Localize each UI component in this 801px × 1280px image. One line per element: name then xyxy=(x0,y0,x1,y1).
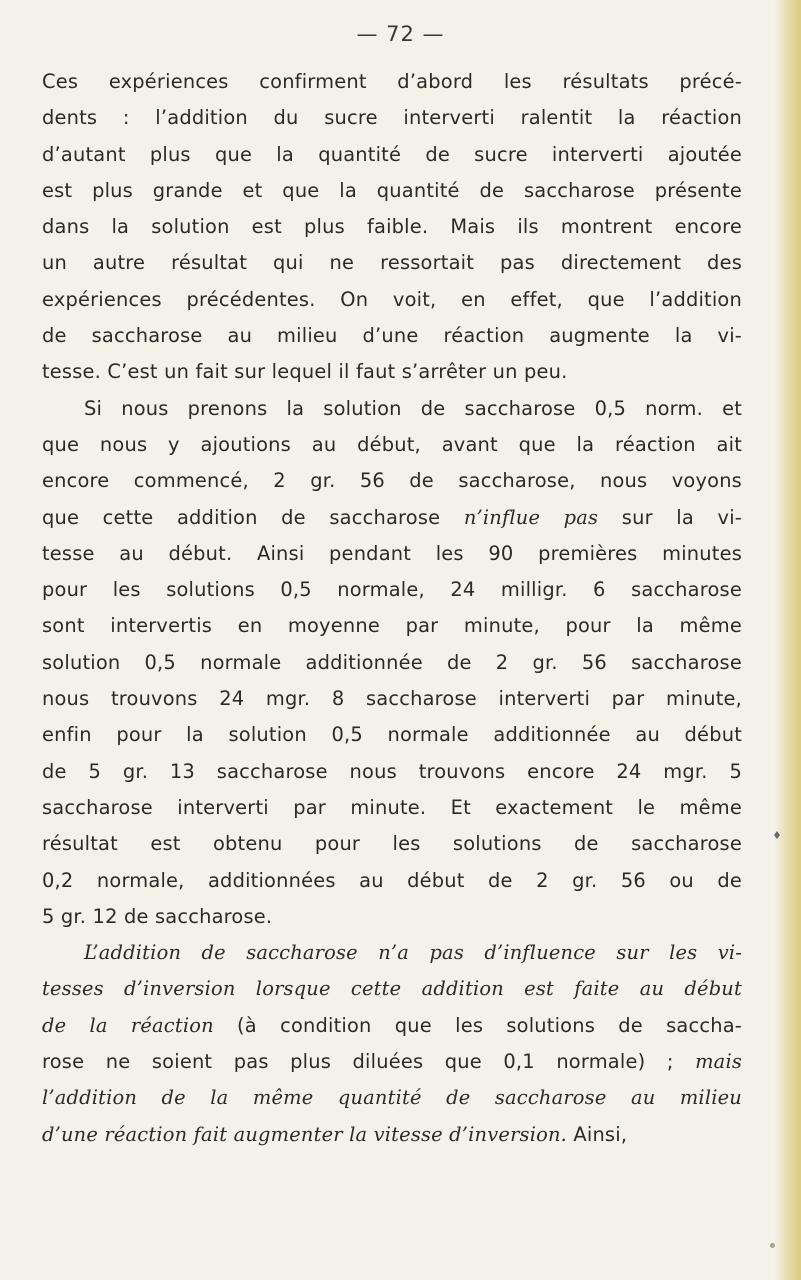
margin-dot xyxy=(770,1243,775,1248)
text-line: saccharose interverti par minute. Et exactement le même xyxy=(42,795,742,819)
text-line: encore commencé, 2 gr. 56 de saccharose, nous voyons xyxy=(42,469,742,493)
text-line: expériences précédentes. On voit, en effet, que l’addition xyxy=(42,287,742,311)
text-line: résultat est obtenu pour les solutions de saccharose xyxy=(42,832,742,856)
text-line: de 5 gr. 13 saccharose nous trouvons encore 24 mgr. 5 xyxy=(42,759,742,783)
roman-text: rose ne soient pas plus diluées que 0,1 normale) ; xyxy=(42,1050,696,1074)
body-text xyxy=(42,64,742,1153)
italic-emphasis: n’influe pas xyxy=(463,505,599,529)
text-line: Si nous prenons la solution de saccharose 0,5 norm. et xyxy=(84,396,742,420)
text-line: un autre résultat qui ne ressortait pas directement des xyxy=(42,251,742,275)
roman-text: Ainsi, xyxy=(567,1122,628,1146)
paragraph-p1 xyxy=(42,64,742,391)
text-line: tesse au début. Ainsi pendant les 90 premières minutes xyxy=(42,541,742,565)
italic-emphasis: l’addition de la même quantité de saccharose au milieu xyxy=(42,1086,742,1110)
text-line: d’autant plus que la quantité de sucre interverti ajoutée xyxy=(42,142,742,166)
text-line: 5 gr. 12 de saccharose. xyxy=(42,904,273,928)
text-line: pour les solutions 0,5 normale, 24 milligr. 6 saccharose xyxy=(42,578,742,602)
italic-emphasis: tesses d’inversion lorsque cette addition est faite au début xyxy=(42,977,742,1001)
page-number: — 72 — xyxy=(356,22,445,46)
text-line xyxy=(42,971,742,1007)
italic-emphasis: mais xyxy=(695,1050,742,1074)
text-line: solution 0,5 normale additionnée de 2 gr. 56 saccharose xyxy=(42,650,742,674)
roman-text: sur la vi- xyxy=(598,505,742,529)
text-line xyxy=(42,1044,742,1080)
text-line xyxy=(42,935,742,971)
text-line: 0,2 normale, additionnées au début de 2 gr. 56 ou de xyxy=(42,868,742,892)
text-line xyxy=(42,500,742,536)
text-line: de saccharose au milieu d’une réaction augmente la vi- xyxy=(42,324,742,348)
paragraph-p3 xyxy=(42,935,742,1153)
roman-text: (à condition que les solutions de saccha- xyxy=(213,1013,742,1037)
roman-text: que cette addition de saccharose xyxy=(42,505,464,529)
text-line xyxy=(42,1117,742,1153)
page-edge-shadow xyxy=(775,0,801,1280)
text-line: sont intervertis en moyenne par minute, pour la même xyxy=(42,614,742,638)
text-line: dents : l’addition du sucre interverti ralentit la réaction xyxy=(42,106,742,130)
text-line xyxy=(42,1080,742,1116)
italic-emphasis: L’addition de saccharose n’a pas d’influence sur les vi- xyxy=(84,941,742,965)
text-line: que nous y ajoutions au début, avant que la réaction ait xyxy=(42,432,742,456)
italic-emphasis: d’une réaction fait augmenter la vitesse d’inversion. xyxy=(42,1122,568,1146)
text-line xyxy=(42,1008,742,1044)
paragraph-p2 xyxy=(42,391,742,935)
italic-emphasis: de la réaction xyxy=(42,1013,214,1037)
text-line: dans la solution est plus faible. Mais ils montrent encore xyxy=(42,215,742,239)
text-line: Ces expériences confirment d’abord les résultats précé- xyxy=(42,70,742,93)
text-line: tesse. C’est un fait sur lequel il faut s’arrêter un peu. xyxy=(42,360,568,384)
text-line: nous trouvons 24 mgr. 8 saccharose interverti par minute, xyxy=(42,687,742,711)
text-line: est plus grande et que la quantité de saccharose présente xyxy=(42,178,742,202)
text-line: enfin pour la solution 0,5 normale additionnée au début xyxy=(42,723,742,747)
